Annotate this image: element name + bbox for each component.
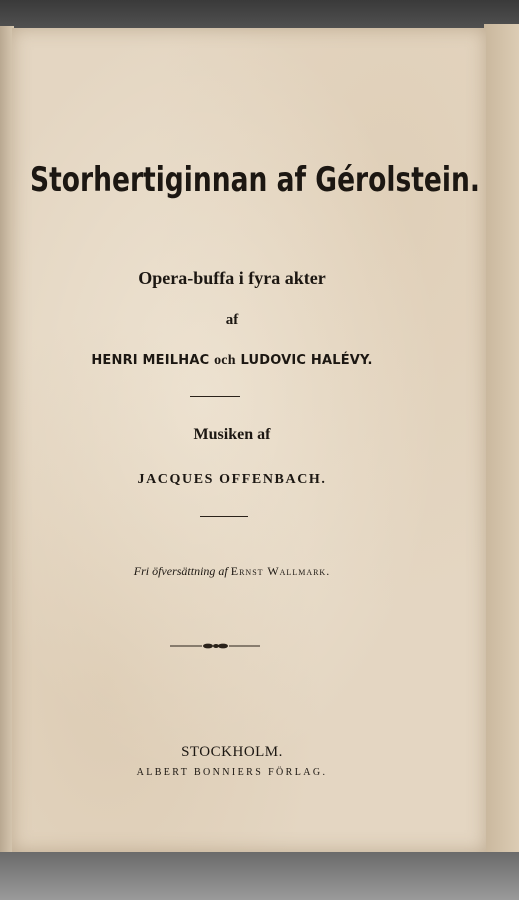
publication-city: STOCKHOLM.: [181, 744, 283, 760]
composer-name: JACQUES OFFENBACH.: [137, 472, 327, 487]
translation-prefix: Fri öfversättning af: [133, 564, 228, 578]
title-page: [12, 28, 486, 852]
scan-bottom-band: [0, 852, 519, 900]
translator-name: Ernst Wallmark.: [230, 564, 331, 578]
och-conjunction: och: [214, 353, 236, 368]
divider-rule: [190, 396, 240, 397]
authors-line: [32, 353, 432, 369]
author-halevy: LUDOVIC HALÉVY.: [240, 353, 373, 368]
book-title: Storhertiginnan af Gérolstein.: [30, 160, 480, 200]
publisher-name: ALBERT BONNIERS FÖRLAG.: [136, 767, 328, 778]
book-subtitle: Opera-buffa i fyra akter: [138, 268, 326, 288]
author-meilhac: HENRI MEILHAC: [91, 353, 210, 368]
by-line-af: af: [225, 312, 239, 328]
divider-rule: [200, 516, 248, 517]
translation-line: [32, 564, 432, 579]
right-page-edge: [484, 24, 519, 854]
scan-top-shadow: [0, 0, 519, 28]
ornament-divider-icon: [170, 640, 260, 652]
music-by-label: Musiken af: [193, 426, 271, 443]
